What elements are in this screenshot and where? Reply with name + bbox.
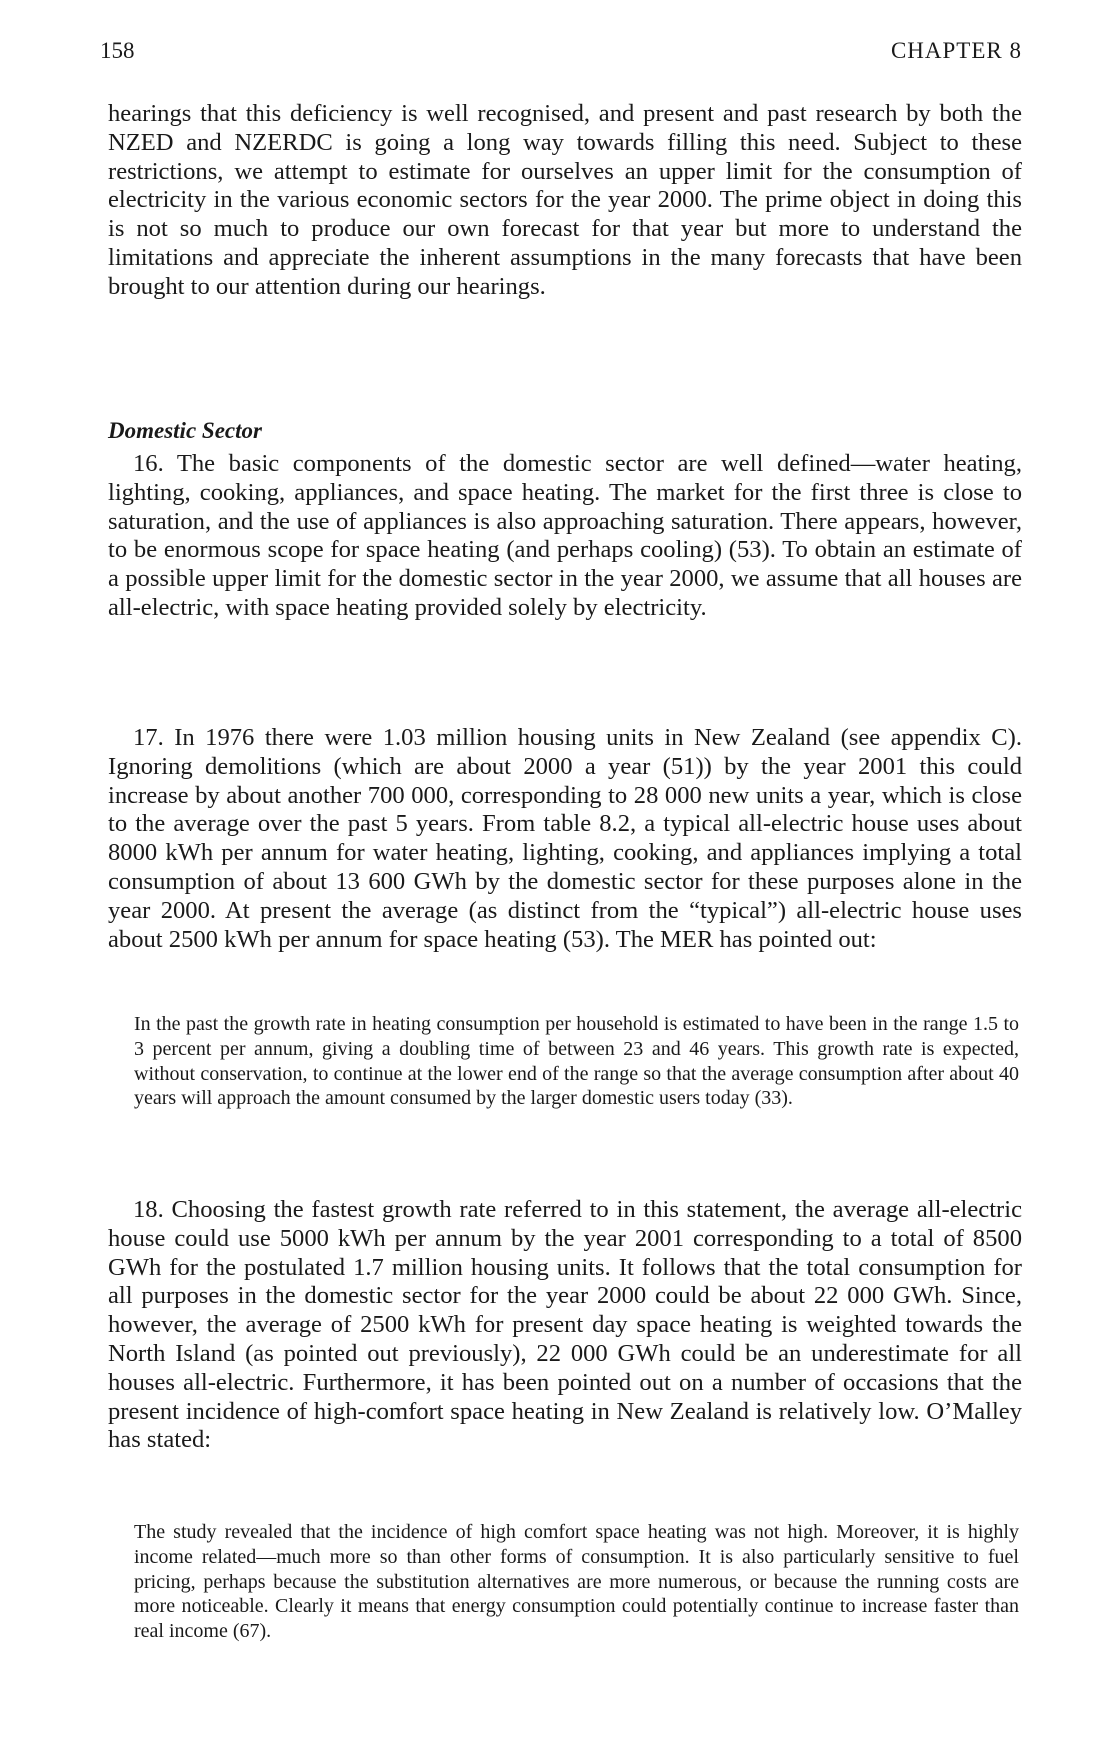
chapter-label: CHAPTER 8 — [890, 38, 1022, 63]
paragraph-17: 17. In 1976 there were 1.03 million housing units in New Zealand (see appendix C). Ignoring demolitions (which are about 2000 a year (51)) by the year 2001 this could increase by about another 700 000, corresponding to 28 000 new units a year, which is close to the average over the past 5 years. From table 8.2, a typical all-electric house uses about 8000 kWh per annum for water heating, lighting, cooking, and appliances implying a total consumption of about 13 600 GWh by the domestic sector for these purposes alone in the year 2000. At present the average (as distinct from the “typical”) all-electric house uses about 2500 kWh per annum for space heating (53). The MER has pointed out: — [108, 724, 1022, 953]
quote-omalley: The study revealed that the incidence of high comfort space heating was not high. Moreover, it is highly income related—much more so than other forms of consumption. It is also particularly sensitive to fuel pricing, perhaps because the substitution alternatives are more numerous, or because the running costs are more noticeable. Clearly it means that energy consumption could potentially continue to increase faster than real income (67). — [134, 1521, 1019, 1643]
paragraph-intro: hearings that this deficiency is well recognised, and present and past research by both the NZED and NZERDC is going a long way towards filling this need. Subject to these restrictions, we attempt to estimate for ourselves an upper limit for the consumption of electricity in the various economic sectors for the year 2000. The prime object in doing this is not so much to produce our own forecast for that year but more to understand the limitations and appreciate the inherent assumptions in the many forecasts that have been brought to our attention during our hearings. — [108, 100, 1022, 300]
paragraph-18: 18. Choosing the fastest growth rate referred to in this statement, the average all-electric house could use 5000 kWh per annum by the year 2001 corresponding to a total of 8500 GWh for the postulated 1.7 million housing units. It follows that the total consumption for all purposes in the domestic sector for the year 2000 could be about 22 000 GWh. Since, however, the average of 2500 kWh for present day space heating is weighted towards the North Island (as pointed out previously), 22 000 GWh could be an underestimate for all houses all-electric. Furthermore, it has been pointed out on a number of occasions that the present incidence of high-comfort space heating in New Zealand is relatively low. O’Malley has stated: — [108, 1196, 1022, 1454]
section-heading: Domestic Sector — [108, 418, 262, 443]
page-number: 158 — [100, 38, 135, 63]
page-header — [100, 38, 1022, 68]
paragraph-16: 16. The basic components of the domestic sector are well defined—water heating, lighting, cooking, appliances, and space heating. The market for the first three is close to saturation, and the use of appliances is also approaching saturation. There appears, however, to be enormous scope for space heating (and perhaps cooling) (53). To obtain an estimate of a possible upper limit for the domestic sector in the year 2000, we assume that all houses are all-electric, with space heating provided solely by electricity. — [108, 450, 1022, 621]
quote-mer: In the past the growth rate in heating consumption per household is estimated to have been in the range 1.5 to 3 percent per annum, giving a doubling time of between 23 and 46 years. This growth rate is expected, without conservation, to continue at the lower end of the range so that the average consumption after about 40 years will approach the amount consumed by the larger domestic users today (33). — [134, 1013, 1019, 1110]
